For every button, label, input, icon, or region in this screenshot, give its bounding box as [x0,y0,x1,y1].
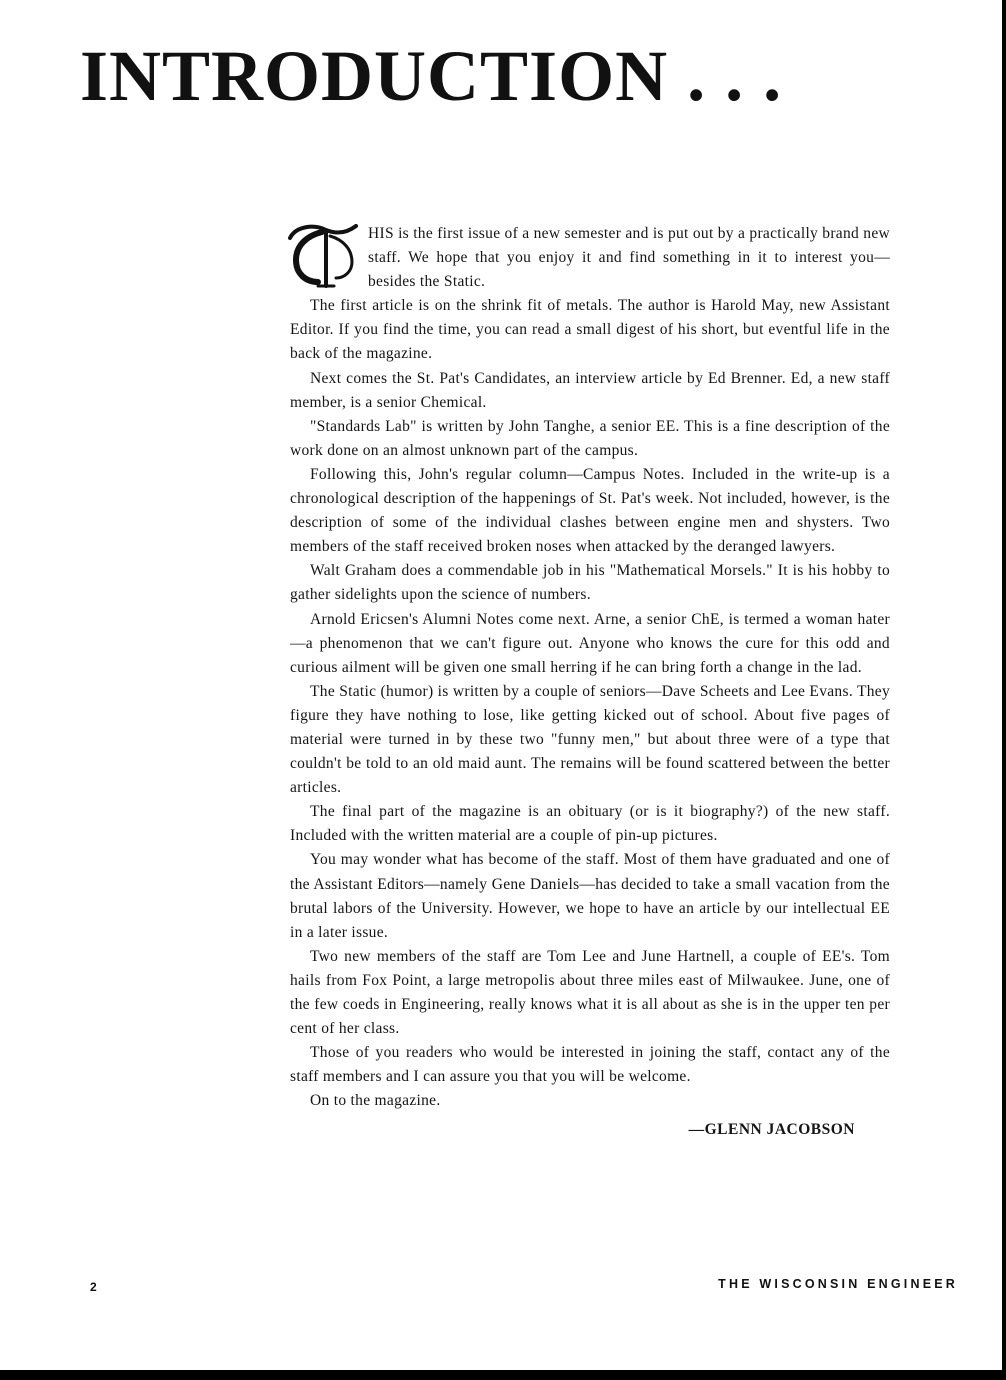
publication-name: THE WISCONSIN ENGINEER [718,1277,958,1291]
paragraph: The first article is on the shrink fit of metals. The author is Harold May, new Assistant Editor. If you find the time, you can read a small digest of his short, but eventful life in the back of the magazine. [290,297,890,363]
paragraph: Walt Graham does a commendable job in his "Mathematical Morsels." It is his hobby to gather sidelights upon the science of numbers. [290,562,890,604]
paragraph: Next comes the St. Pat's Candidates, an interview article by Ed Brenner. Ed, a new staff member, is a senior Chemical. [290,369,890,411]
paragraph: The Static (humor) is written by a couple of seniors—Dave Scheets and Lee Evans. They figure they have nothing to lose, like getting kicked out of school. About five pages of material were turned in by these two "funny men," but about three were of a type that couldn't be told to an old maid aunt. The remains will be found scattered between the better articles. [290,682,890,797]
page-frame-bottom [0,1370,1006,1380]
paragraph: Arnold Ericsen's Alumni Notes come next. Arne, a senior ChE, is termed a woman hater—a phenomenon that we can't figure out. Anyone who knows the cure for this odd and curious ailment will be given one small herring if he can bring forth a change in the lad. [290,610,890,676]
author-signature: —GLENN JACOBSON [688,1121,855,1139]
paragraph: Those of you readers who would be interested in joining the staff, contact any of the staff members and I can assure you that you will be welcome. [290,1044,890,1086]
paragraph: The final part of the magazine is an obituary (or is it biography?) of the new staff. Included with the written material are a couple of pin-up pictures. [290,803,890,845]
first-paragraph [290,222,890,294]
drop-cap-glyph [286,224,360,288]
paragraph: On to the magazine. [310,1092,441,1110]
page-number: 2 [90,1280,97,1294]
page-title: INTRODUCTION . . . [80,36,783,116]
paragraph: Two new members of the staff are Tom Lee and June Hartnell, a couple of EE's. Tom hails from Fox Point, a large metropolis about three miles east of Milwaukee. June, one of the few coeds in Engineering, really knows what it is all about as she is in the upper ten per cent of her class. [290,947,890,1038]
article-body [290,222,890,1143]
paragraph: "Standards Lab" is written by John Tanghe, a senior EE. This is a fine description of the work done on an almost unknown part of the campus. [290,417,890,459]
paragraph: Following this, John's regular column—Campus Notes. Included in the write-up is a chronological description of the happenings of St. Pat's week. Not included, however, is the description of some of the individual clashes between engine men and shysters. Two members of the staff received broken noses when attacked by the deranged lawyers. [290,465,890,556]
page-frame-right [1002,0,1006,1380]
paragraph: You may wonder what has become of the staff. Most of them have graduated and one of the Assistant Editors—namely Gene Daniels—has decided to take a small vacation from the brutal labors of the University. However, we hope to have an article by our intellectual EE in a later issue. [290,851,890,941]
drop-cap-t [286,224,360,288]
first-paragraph-text: HIS is the first issue of a new semester and is put out by a practically brand new staff. We hope that you enjoy it and find something in it to interest you—besides the Static. [368,225,890,291]
